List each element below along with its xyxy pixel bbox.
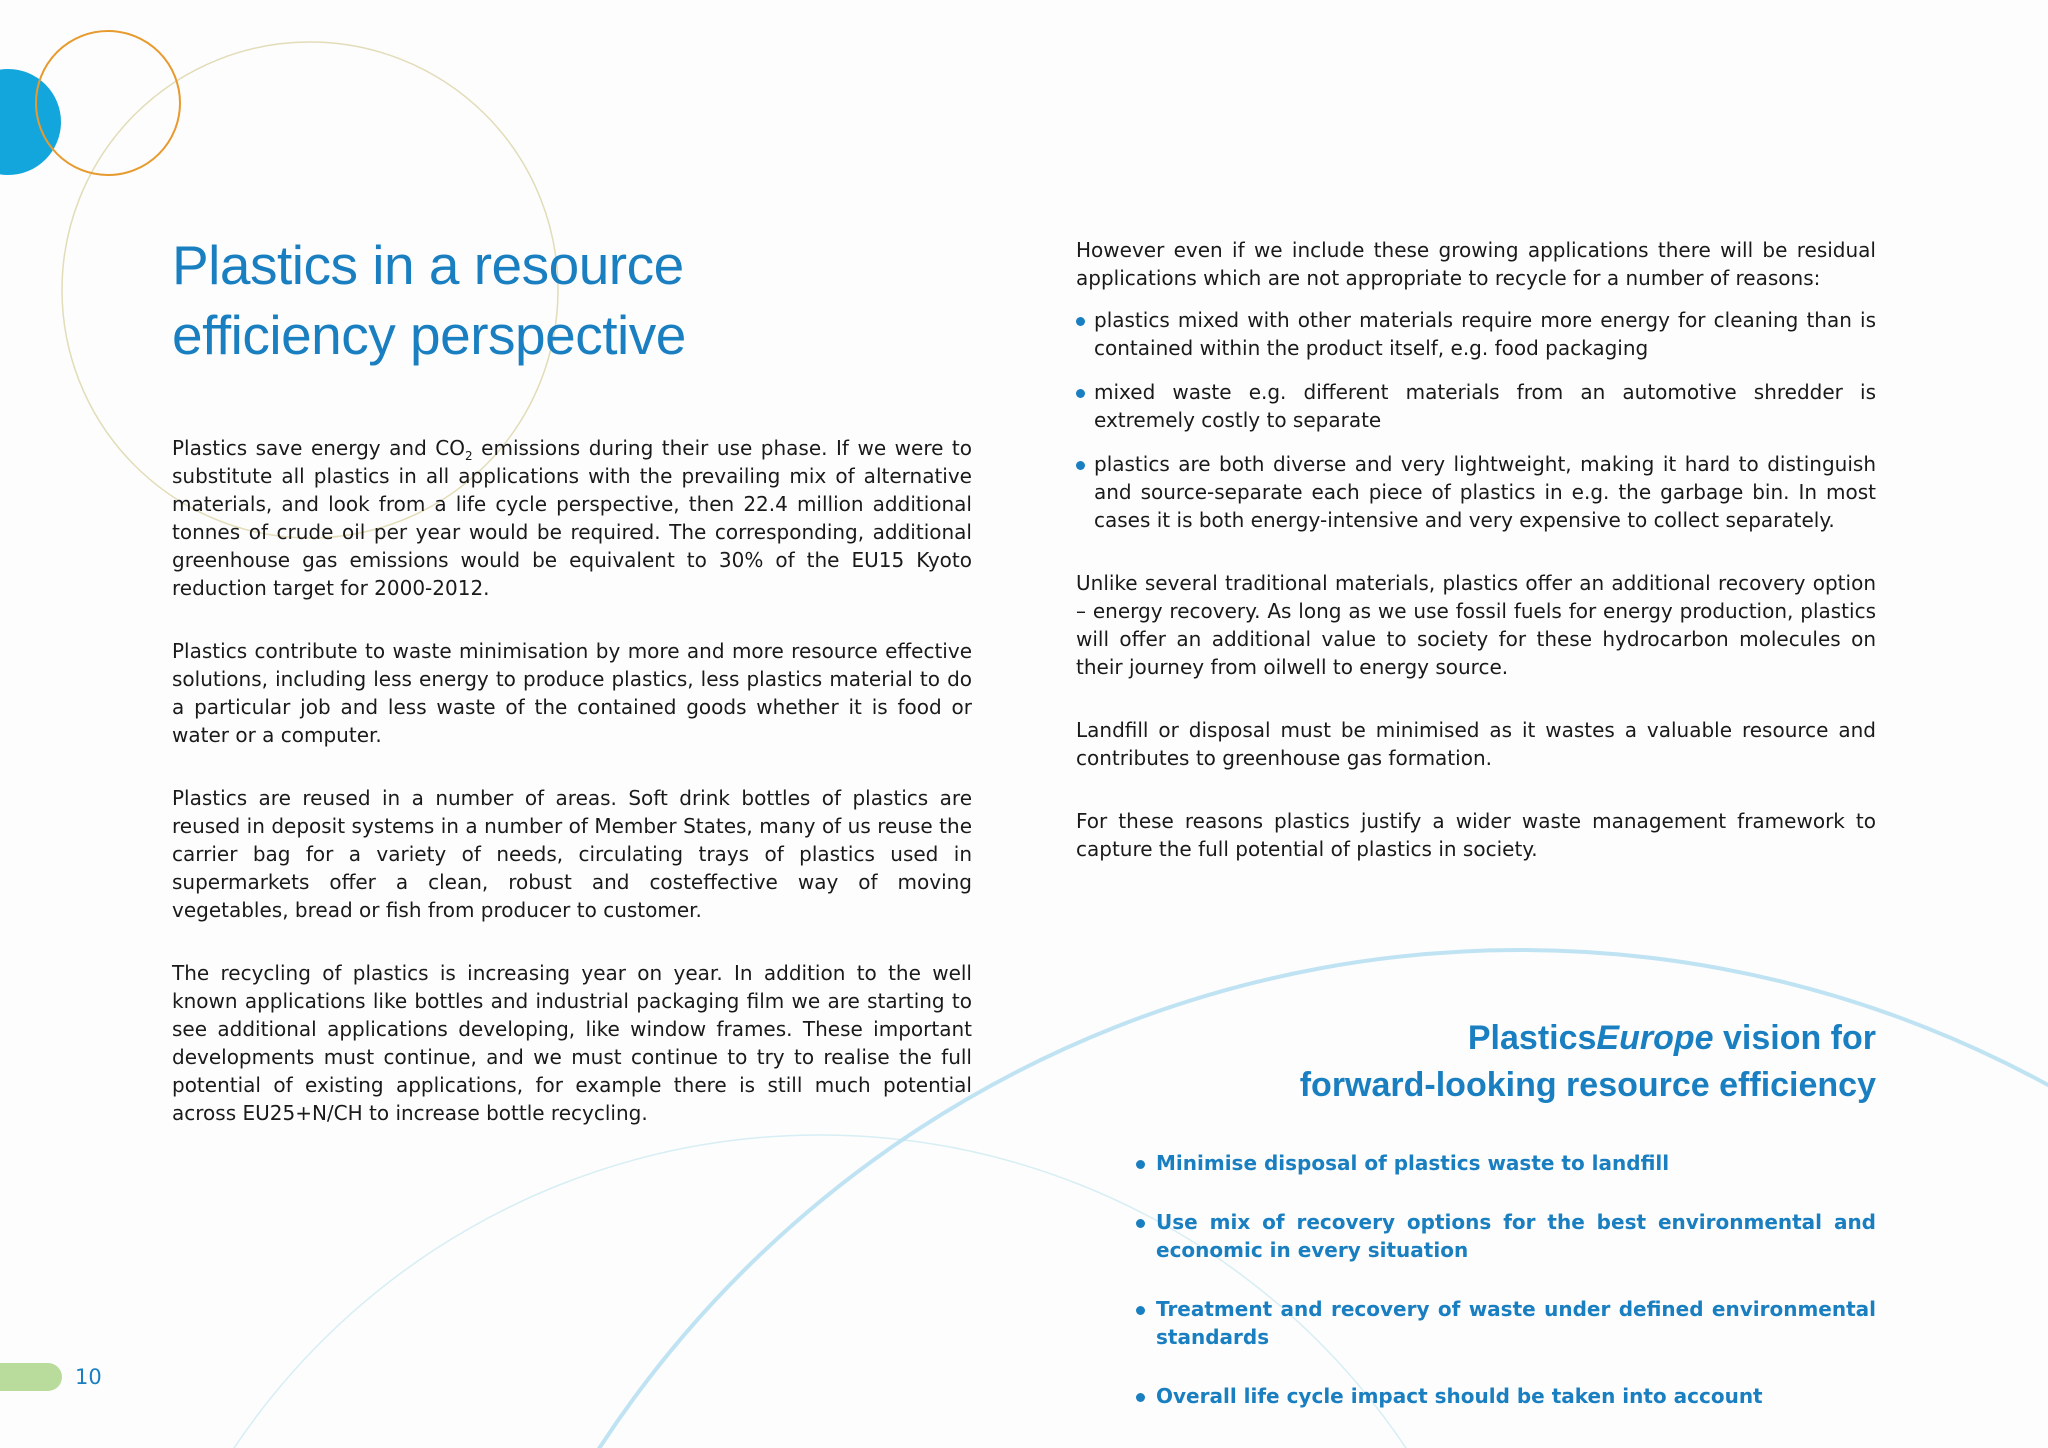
decor-orange-ring <box>36 31 180 175</box>
paragraph-energy-co2-rest: emissions during their use phase. If we were to substitute all plastics in all applications with the prevailing mix of alternative materials, and look from a life cycle perspective, then 22.4 million additional tonnes of crude oil per year would be required. The corresponding, additional greenhouse gas emissions would be equivalent to 30% of the EU15 Kyoto reduction target for 2000-2012. <box>172 436 972 600</box>
brand-name: Plastics <box>1467 1019 1597 1057</box>
list-item: plastics are both diverse and very lightweight, making it hard to distinguish and source-separate each piece of plastics in e.g. the garbage bin. In most cases it is both energy-intensive and very expensive to collect separately. <box>1076 450 1876 534</box>
vision-title-rest: vision for <box>1713 1019 1876 1057</box>
paragraph-landfill: Landfill or disposal must be minimised as it wastes a valuable resource and contributes to greenhouse gas formation. <box>1076 718 1876 770</box>
list-item: plastics mixed with other materials require more energy for cleaning than is contained within the product itself, e.g. food packaging <box>1076 306 1876 362</box>
list-item: mixed waste e.g. different materials from an automotive shredder is extremely costly to separate <box>1076 378 1876 434</box>
co2-subscript: 2 <box>465 449 473 463</box>
brand-name-italic: Europe <box>1596 1019 1714 1057</box>
paragraph-waste-minimisation: Plastics contribute to waste minimisation by more and more resource effective solutions, including less energy to produce plastics, less plastics material to do a particular job and less waste of the contained goods whether it is food or water or a computer. <box>172 639 972 747</box>
vision-item: Use mix of recovery options for the best environmental and economic in every situation <box>1130 1208 1876 1264</box>
decor-cyan-dot <box>0 69 61 175</box>
vision-box <box>1130 1015 1876 1441</box>
vision-title-line-2: forward-looking resource efficiency <box>1299 1066 1876 1104</box>
vision-item: Treatment and recovery of waste under defined environmental standards <box>1130 1295 1876 1351</box>
page-title-line-2: efficiency perspective <box>172 304 686 366</box>
paragraph-reuse: Plastics are reused in a number of areas. Soft drink bottles of plastics are reused in deposit systems in a number of Member States, many of us reuse the carrier bag for a variety of needs, circulating trays of plastics used in supermarkets offer a clean, robust and costeffective way of moving vegetables, bread or fish from producer to customer. <box>172 786 972 922</box>
paragraph-energy-recovery: Unlike several traditional materials, plastics offer an additional recovery option – energy recovery. As long as we use fossil fuels for energy production, plastics will offer an additional value to society for these hydrocarbon molecules on their journey from oilwell to energy source. <box>1076 571 1876 679</box>
right-column <box>1076 236 1876 898</box>
vision-title <box>1130 1015 1876 1109</box>
vision-item: Overall life cycle impact should be taken into account <box>1130 1382 1876 1410</box>
page-title-line-1: Plastics in a resource <box>172 234 684 296</box>
paragraph-framework: For these reasons plastics justify a wider waste management framework to capture the full potential of plastics in society. <box>1076 809 1876 861</box>
page-number-tab <box>0 1363 62 1391</box>
vision-item: Minimise disposal of plastics waste to landfill <box>1130 1149 1876 1177</box>
page-title <box>172 230 972 370</box>
residual-reasons-list <box>1076 306 1876 534</box>
page-number: 10 <box>75 1365 102 1389</box>
vision-list <box>1130 1149 1876 1410</box>
paragraph-energy-co2-start: Plastics save energy and CO <box>172 436 465 460</box>
paragraph-energy-co2 <box>172 434 972 602</box>
vision-title-line-1 <box>1130 1015 1876 1062</box>
left-column <box>172 230 972 1162</box>
paragraph-recycling: The recycling of plastics is increasing year on year. In addition to the well known applications like bottles and industrial packaging film we are starting to see additional applications developing, like window frames. These important developments must continue, and we must continue to try to realise the full potential of existing applications, for example there is still much potential across EU25+N/CH to increase bottle recycling. <box>172 961 972 1125</box>
paragraph-residual-intro: However even if we include these growing applications there will be residual applications which are not appropriate to recycle for a number of reasons: <box>1076 238 1876 290</box>
